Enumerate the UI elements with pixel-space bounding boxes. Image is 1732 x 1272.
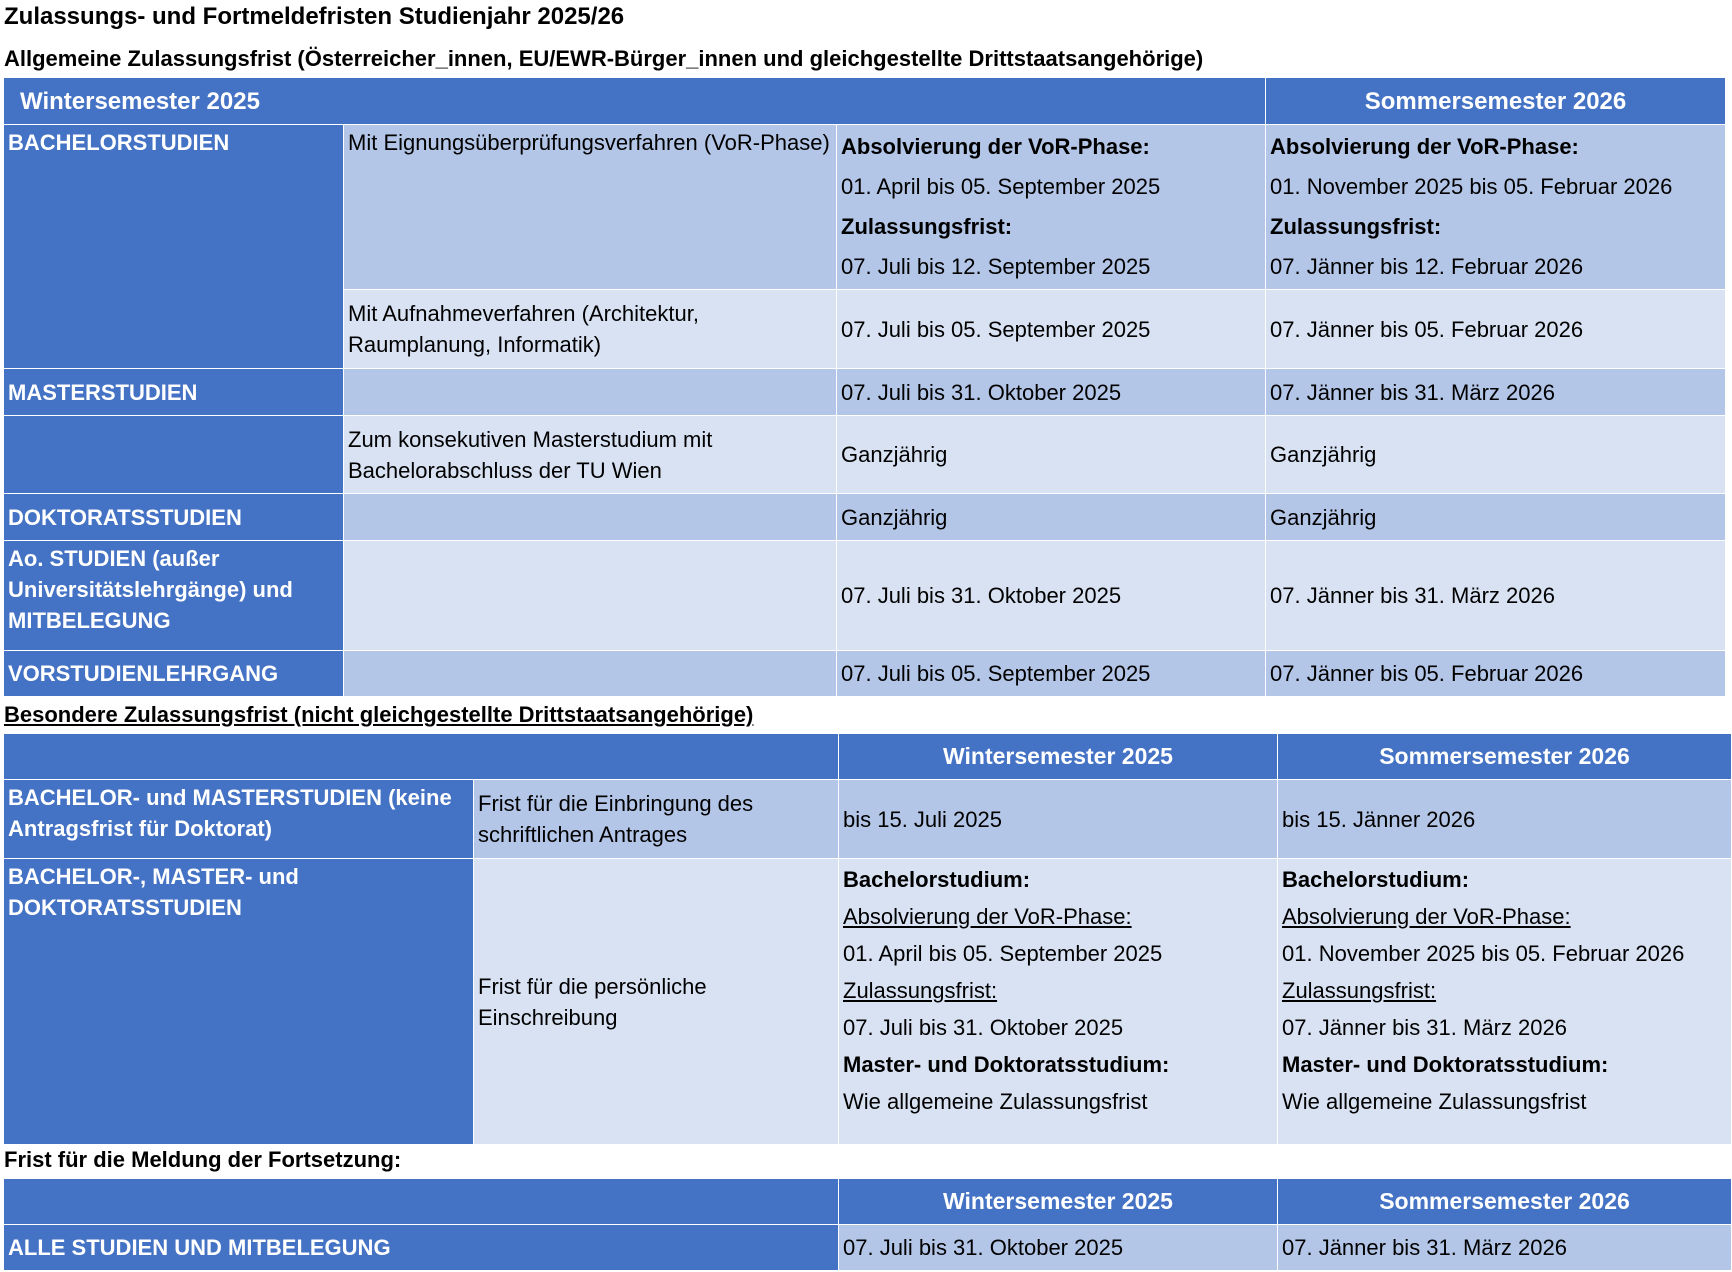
ws-ao: 07. Juli bis 31. Oktober 2025 [837,541,1266,651]
ss-vor-label: Absolvierung der VoR-Phase: [1282,904,1571,929]
ss-bachelor-heading: Bachelorstudium: [1282,867,1470,892]
header-winter: Wintersemester 2025 [4,78,1266,125]
desc-doktorat-empty [344,494,837,541]
ws-antrag: bis 15. Juli 2025 [839,780,1278,859]
ws-master-heading: Master- und Doktoratsstudium: [843,1052,1170,1077]
continuation-table [3,1178,1732,1271]
ws-doktorat: Ganzjährig [837,494,1266,541]
row-label-vorstudien: VORSTUDIENLEHRGANG [4,651,344,697]
ss-vor-heading: Absolvierung der VoR-Phase: [1270,134,1579,159]
ws-vor-label: Absolvierung der VoR-Phase: [843,904,1132,929]
ws-vorstudien: 07. Juli bis 05. September 2025 [837,651,1266,697]
row-label-master: MASTERSTUDIEN [4,369,344,416]
ss-antrag: bis 15. Jänner 2026 [1278,780,1732,859]
table-row [4,369,1726,416]
desc-vor: Mit Eignungsüberprüfungsverfahren (VoR-Phase) [344,125,837,290]
header-summer: Sommersemester 2026 [1278,734,1732,780]
section-general-heading: Allgemeine Zulassungsfrist (Österreicher_innen, EU/EWR-Bürger_innen und gleichgestellte Drittstaatsangehörige) [4,46,1204,71]
ws-vor-value: 01. April bis 05. September 2025 [843,941,1163,966]
desc-vorstudien-empty [344,651,837,697]
ss-bachelor-vor [1266,125,1726,290]
ss-konsekutiv: Ganzjährig [1266,416,1726,494]
ss-zulassung-heading: Zulassungsfrist: [1270,214,1442,239]
header-empty [4,734,839,780]
header-winter: Wintersemester 2025 [839,734,1278,780]
table-row [4,651,1726,697]
table-row [4,1225,1732,1271]
header-summer: Sommersemester 2026 [1266,78,1726,125]
ws-zulassung-label: Zulassungsfrist: [843,978,998,1003]
ws-zulassung-value: 07. Juli bis 12. September 2025 [841,254,1151,279]
header-winter: Wintersemester 2025 [839,1179,1278,1225]
ss-zulassung-value: 07. Jänner bis 31. März 2026 [1282,1015,1567,1040]
special-deadlines-table [3,733,1732,1145]
ws-vor-value: 01. April bis 05. September 2025 [841,174,1161,199]
page-title: Zulassungs- und Fortmeldefristen Studienjahr 2025/26 [4,3,625,30]
table-row [4,859,1732,1145]
ws-vor-heading: Absolvierung der VoR-Phase: [841,134,1150,159]
ws-master: 07. Juli bis 31. Oktober 2025 [837,369,1266,416]
table-row [4,416,1726,494]
ss-vorstudien: 07. Jänner bis 05. Februar 2026 [1266,651,1726,697]
row-label-bachelor-master: BACHELOR- und MASTERSTUDIEN (keine Antragsfrist für Doktorat) [4,780,474,859]
row-label-bachelor: BACHELORSTUDIEN [4,125,344,369]
row-label-empty [4,416,344,494]
ss-master: 07. Jänner bis 31. März 2026 [1266,369,1726,416]
ss-aufnahme: 07. Jänner bis 05. Februar 2026 [1266,290,1726,369]
desc-einschreibung: Frist für die persönliche Einschreibung [474,859,839,1145]
ws-continuation: 07. Juli bis 31. Oktober 2025 [839,1225,1278,1271]
ss-einschreibung [1278,859,1732,1145]
desc-antrag: Frist für die Einbringung des schriftlichen Antrages [474,780,839,859]
table-row [4,780,1732,859]
header-empty [4,1179,839,1225]
table-row [4,125,1726,290]
ss-continuation: 07. Jänner bis 31. März 2026 [1278,1225,1732,1271]
row-label-doktorat: DOKTORATSSTUDIEN [4,494,344,541]
ss-zulassung-label: Zulassungsfrist: [1282,978,1437,1003]
desc-master-empty [344,369,837,416]
desc-ao-empty [344,541,837,651]
section-continuation-heading: Frist für die Meldung der Fortsetzung: [4,1147,402,1172]
table-header-row [4,78,1726,125]
ws-master-value: Wie allgemeine Zulassungsfrist [843,1089,1148,1114]
ws-zulassung-value: 07. Juli bis 31. Oktober 2025 [843,1015,1124,1040]
section-special-heading: Besondere Zulassungsfrist (nicht gleichgestellte Drittstaatsangehörige) [4,702,754,727]
table-header-row [4,1179,1732,1225]
ws-bachelor-heading: Bachelorstudium: [843,867,1031,892]
ws-einschreibung [839,859,1278,1145]
ws-zulassung-heading: Zulassungsfrist: [841,214,1013,239]
ss-ao: 07. Jänner bis 31. März 2026 [1266,541,1726,651]
ss-master-value: Wie allgemeine Zulassungsfrist [1282,1089,1587,1114]
ss-zulassung-value: 07. Jänner bis 12. Februar 2026 [1270,254,1584,279]
ws-konsekutiv: Ganzjährig [837,416,1266,494]
general-deadlines-table [3,77,1726,697]
ss-vor-value: 01. November 2025 bis 05. Februar 2026 [1282,941,1685,966]
ss-master-heading: Master- und Doktoratsstudium: [1282,1052,1609,1077]
ws-aufnahme: 07. Juli bis 05. September 2025 [837,290,1266,369]
header-summer: Sommersemester 2026 [1278,1179,1732,1225]
ss-doktorat: Ganzjährig [1266,494,1726,541]
table-header-row [4,734,1732,780]
desc-konsekutiv: Zum konsekutiven Masterstudium mit Bachelorabschluss der TU Wien [344,416,837,494]
row-label-all-studies: BACHELOR-, MASTER- und DOKTORATSSTUDIEN [4,859,474,1145]
row-label-ao: Ao. STUDIEN (außer Universitätslehrgänge) und MITBELEGUNG [4,541,344,651]
ss-vor-value: 01. November 2025 bis 05. Februar 2026 [1270,174,1673,199]
table-row [4,541,1726,651]
row-label-all: ALLE STUDIEN UND MITBELEGUNG [4,1225,839,1271]
desc-aufnahme: Mit Aufnahmeverfahren (Architektur, Raumplanung, Informatik) [344,290,837,369]
ws-bachelor-vor [837,125,1266,290]
table-row [4,494,1726,541]
